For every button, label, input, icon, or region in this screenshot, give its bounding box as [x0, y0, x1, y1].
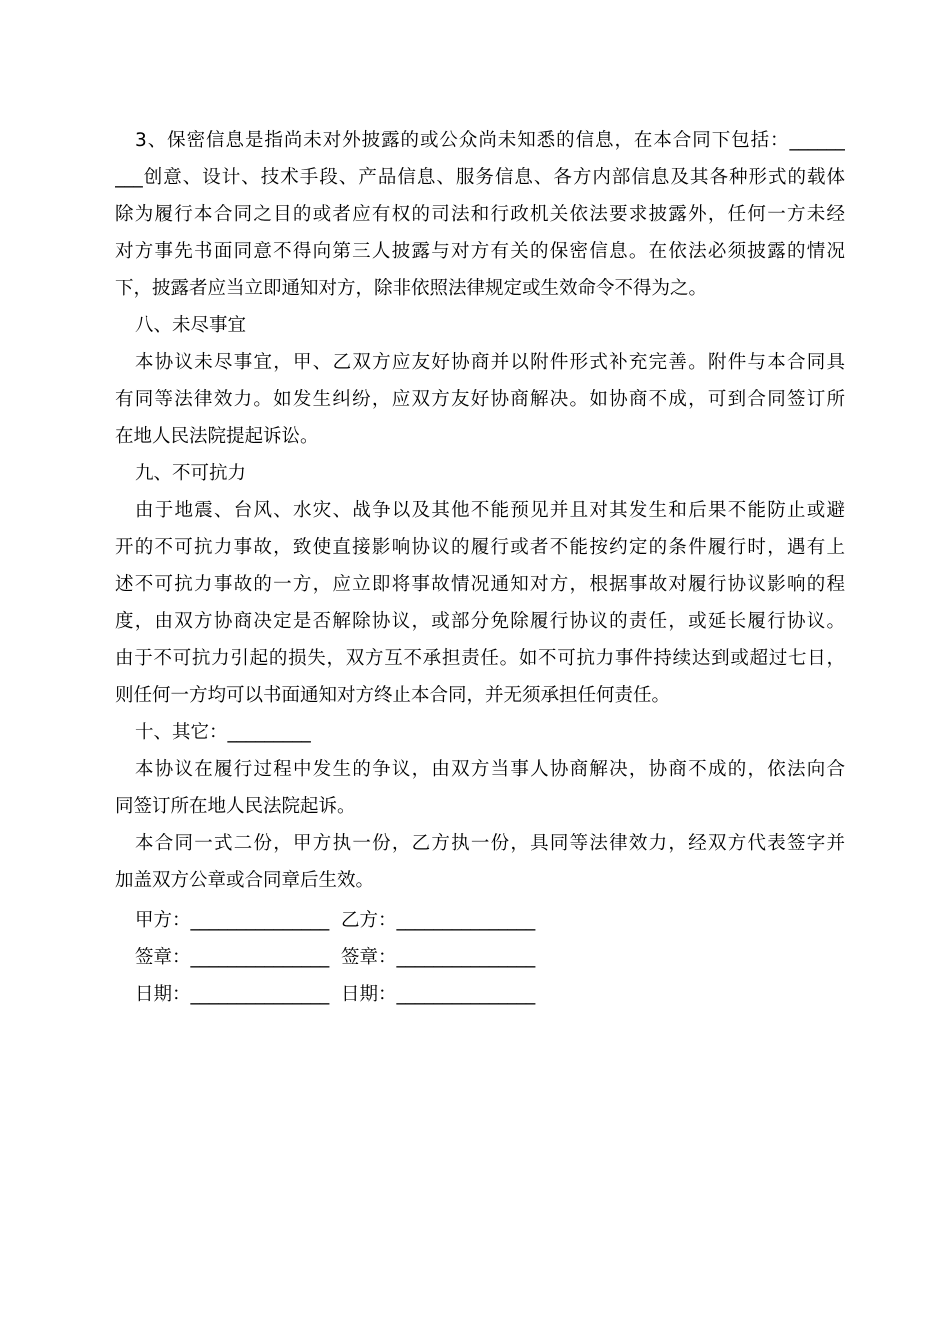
section8-line-2: 有同等法律效力。如发生纠纷，应双方友好协商解决。如协商不成，可到合同签订所 — [115, 389, 845, 410]
signature-date-line: 日期：_______________ 日期：_______________ — [135, 984, 536, 1005]
clause3-line-2: ___创意、设计、技术手段、产品信息、服务信息、各方内部信息及其各种形式的载体 — [115, 167, 845, 188]
section9-line-1: 由于地震、台风、水灾、战争以及其他不能预见并且对其发生和后果不能防止或避 — [135, 500, 845, 521]
section10-para1-line-1: 本协议在履行过程中发生的争议，由双方当事人协商解决，协商不成的，依法向合 — [135, 759, 845, 780]
section8-line-1: 本协议未尽事宜，甲、乙双方应友好协商并以附件形式补充完善。附件与本合同具 — [135, 352, 845, 373]
section10-para1-line-2: 同签订所在地人民法院起诉。 — [115, 796, 356, 817]
section9-line-5: 由于不可抗力引起的损失，双方互不承担责任。如不可抗力事件持续达到或超过七日， — [115, 648, 845, 669]
clause3-line-4: 对方事先书面同意不得向第三人披露与对方有关的保密信息。在依法必须披露的情况 — [115, 241, 845, 262]
section10-para2-line-2: 加盖双方公章或合同章后生效。 — [115, 870, 375, 891]
section9-line-4: 度，由双方协商决定是否解除协议，或部分免除履行协议的责任，或延长履行协议。 — [115, 611, 845, 632]
clause3-line-5: 下，披露者应当立即通知对方，除非依照法律规定或生效命令不得为之。 — [115, 278, 708, 299]
section9-line-2: 开的不可抗力事故，致使直接影响协议的履行或者不能按约定的条件履行时，遇有上 — [115, 537, 845, 558]
signature-seal-line: 签章：_______________ 签章：_______________ — [135, 947, 536, 968]
signature-party-line: 甲方：_______________ 乙方：_______________ — [135, 910, 536, 931]
section8-line-3: 在地人民法院提起诉讼。 — [115, 426, 319, 447]
section9-line-6: 则任何一方均可以书面通知对方终止本合同，并无须承担任何责任。 — [115, 685, 671, 706]
clause3-line-1: 3、保密信息是指尚未对外披露的或公众尚未知悉的信息，在本合同下包括：______ — [135, 130, 845, 151]
section9-heading: 九、不可抗力 — [135, 463, 247, 484]
section8-heading: 八、未尽事宜 — [135, 315, 247, 336]
section10-heading: 十、其它：_________ — [135, 722, 311, 743]
section10-para2-line-1: 本合同一式二份，甲方执一份，乙方执一份，具同等法律效力，经双方代表签字并 — [135, 833, 845, 854]
section9-line-3: 述不可抗力事故的一方，应立即将事故情况通知对方，根据事故对履行协议影响的程 — [115, 574, 845, 595]
clause3-line-3: 除为履行本合同之目的或者应有权的司法和行政机关依法要求披露外，任何一方未经 — [115, 204, 845, 225]
